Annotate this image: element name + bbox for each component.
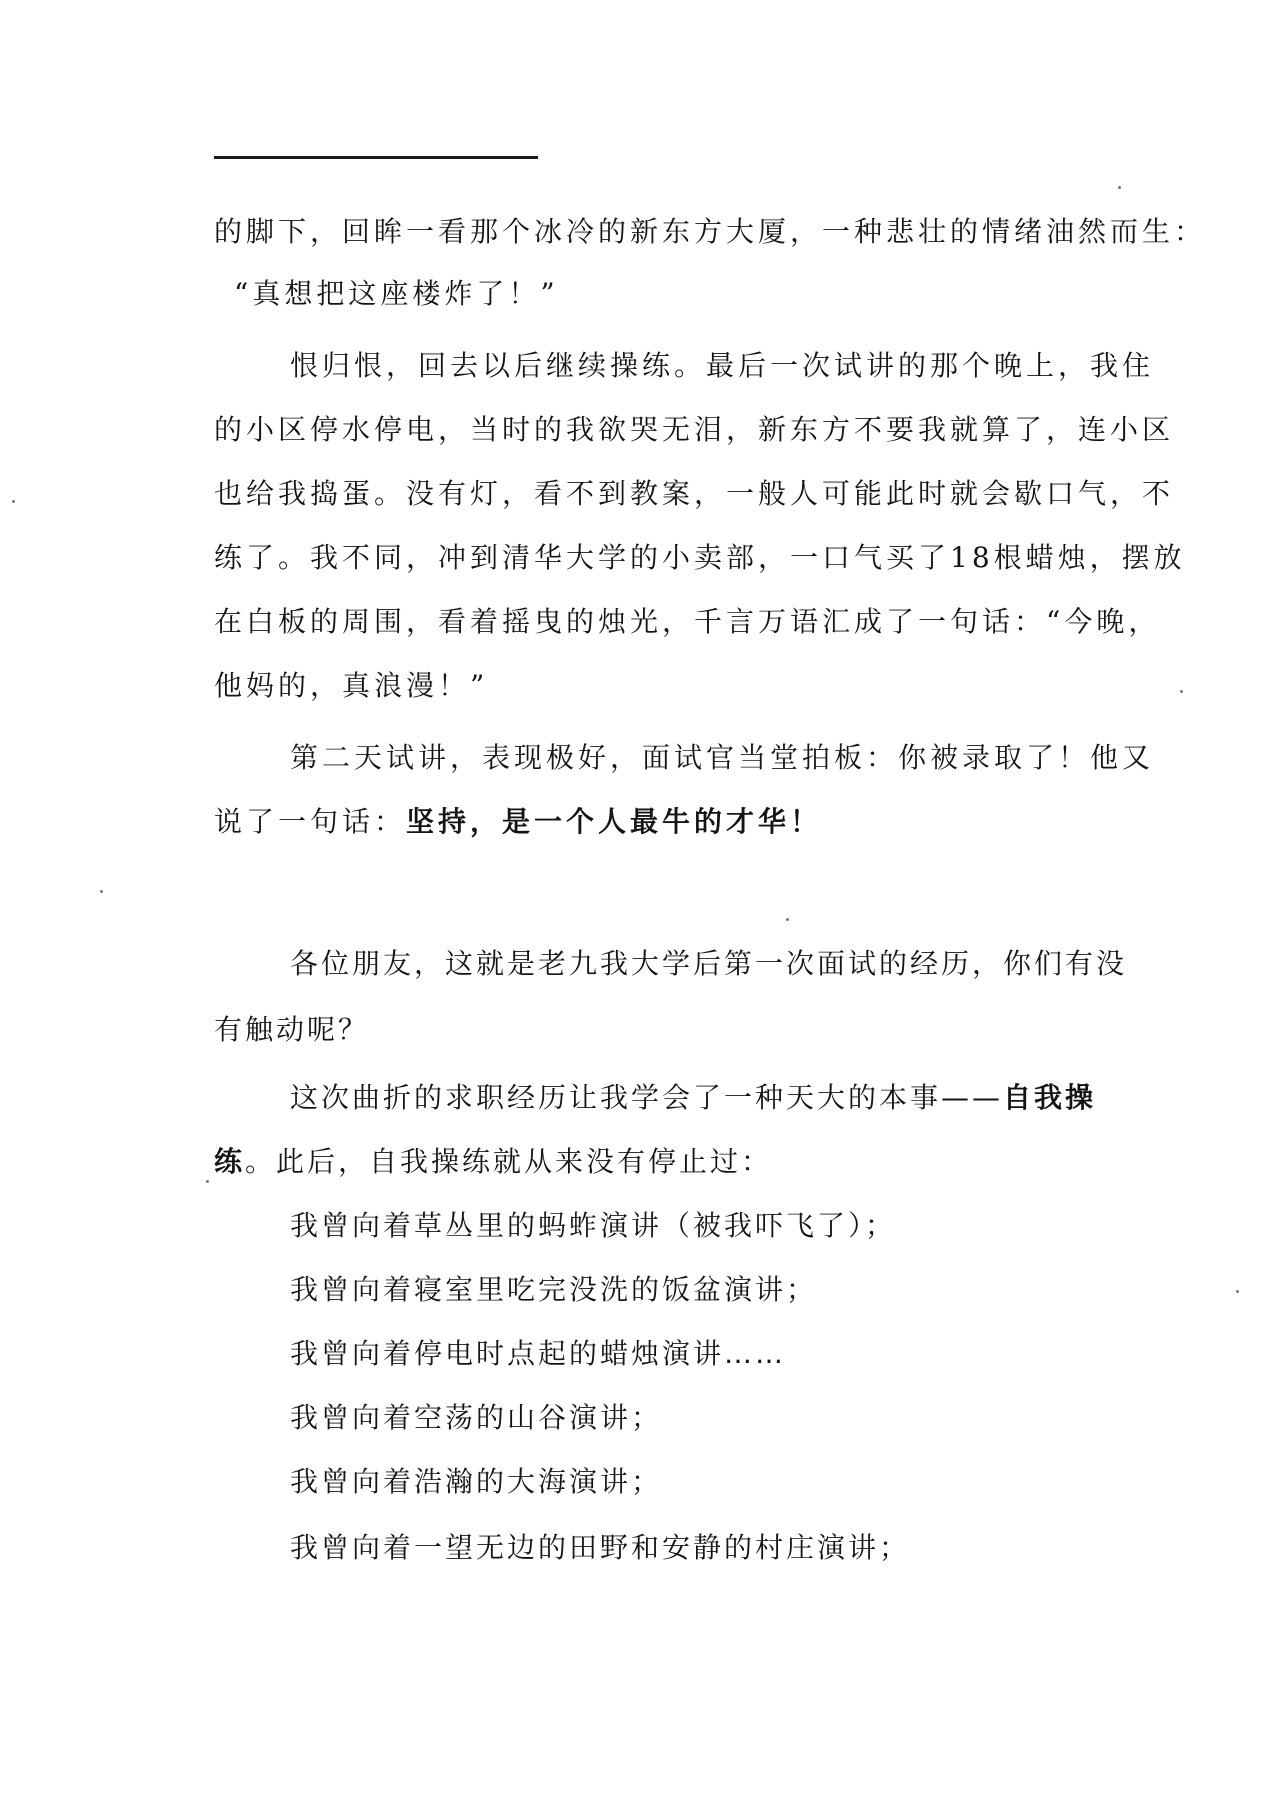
- text-line-13: [290, 1078, 1096, 1118]
- list-item: 我曾向着寝室里吃完没洗的饭盆演讲；: [290, 1273, 818, 1306]
- text-line-14-rest: 。此后，自我操练就从来没有停止过：: [245, 1145, 773, 1178]
- scan-speck: [100, 890, 103, 893]
- list-item: 我曾向着停电时点起的蜡烛演讲……: [290, 1337, 787, 1370]
- text-line-3: 恨归恨，回去以后继续操练。最后一次试讲的那个晚上，我住: [290, 349, 1155, 382]
- text-line-1: 的脚下，回眸一看那个冰冷的新东方大厦，一种悲壮的情绪油然而生：: [214, 215, 1207, 248]
- text-line-11: 各位朋友，这就是老九我大学后第一次面试的经历，你们有没: [290, 947, 1128, 980]
- emphasis-skill-b: 练: [214, 1145, 246, 1178]
- text-line-9: 第二天试讲，表现极好，面试官当堂拍板：你被录取了！他又: [290, 741, 1155, 774]
- scan-speck: [206, 1180, 209, 1183]
- emphasis-skill-a: 自我操: [1003, 1081, 1097, 1114]
- text-line-5: 也给我捣蛋。没有灯，看不到教案，一般人可能此时就会歇口气，不: [214, 477, 1175, 510]
- footnote-rule: [214, 156, 538, 159]
- scan-speck: [1118, 186, 1121, 189]
- text-line-10-lead: 说了一句话：: [214, 805, 407, 838]
- text-line-7: 在白板的周围，看着摇曳的烛光，千言万语汇成了一句话：“今晚，: [214, 605, 1161, 638]
- text-line-6: 练了。我不同，冲到清华大学的小卖部，一口气买了18根蜡烛，摆放: [214, 541, 1186, 574]
- text-line-4: 的小区停水停电，当时的我欲哭无泪，新东方不要我就算了，连小区: [214, 413, 1175, 446]
- scan-speck: [786, 918, 789, 921]
- scan-speck: [1180, 690, 1183, 693]
- emphasis-quote: 坚持，是一个人最牛的才华！: [406, 805, 823, 838]
- scan-speck: [12, 500, 15, 503]
- text-line-13-lead: 这次曲折的求职经历让我学会了一种天大的本事——: [290, 1081, 1004, 1114]
- text-line-10: [214, 802, 822, 842]
- list-item: 我曾向着浩瀚的大海演讲；: [290, 1465, 663, 1498]
- list-item: 我曾向着草丛里的蚂蚱演讲（被我吓飞了）；: [290, 1209, 897, 1242]
- text-line-12: 有触动呢？: [214, 1013, 370, 1046]
- text-line-8: 他妈的，真浪漫！”: [214, 669, 489, 702]
- list-item: 我曾向着一望无边的田野和安静的村庄演讲；: [290, 1531, 911, 1564]
- scan-speck: [1236, 1290, 1239, 1293]
- text-line-14: [214, 1142, 772, 1182]
- list-item: 我曾向着空荡的山谷演讲；: [290, 1401, 663, 1434]
- text-line-2: “真想把这座楼炸了！”: [234, 277, 559, 310]
